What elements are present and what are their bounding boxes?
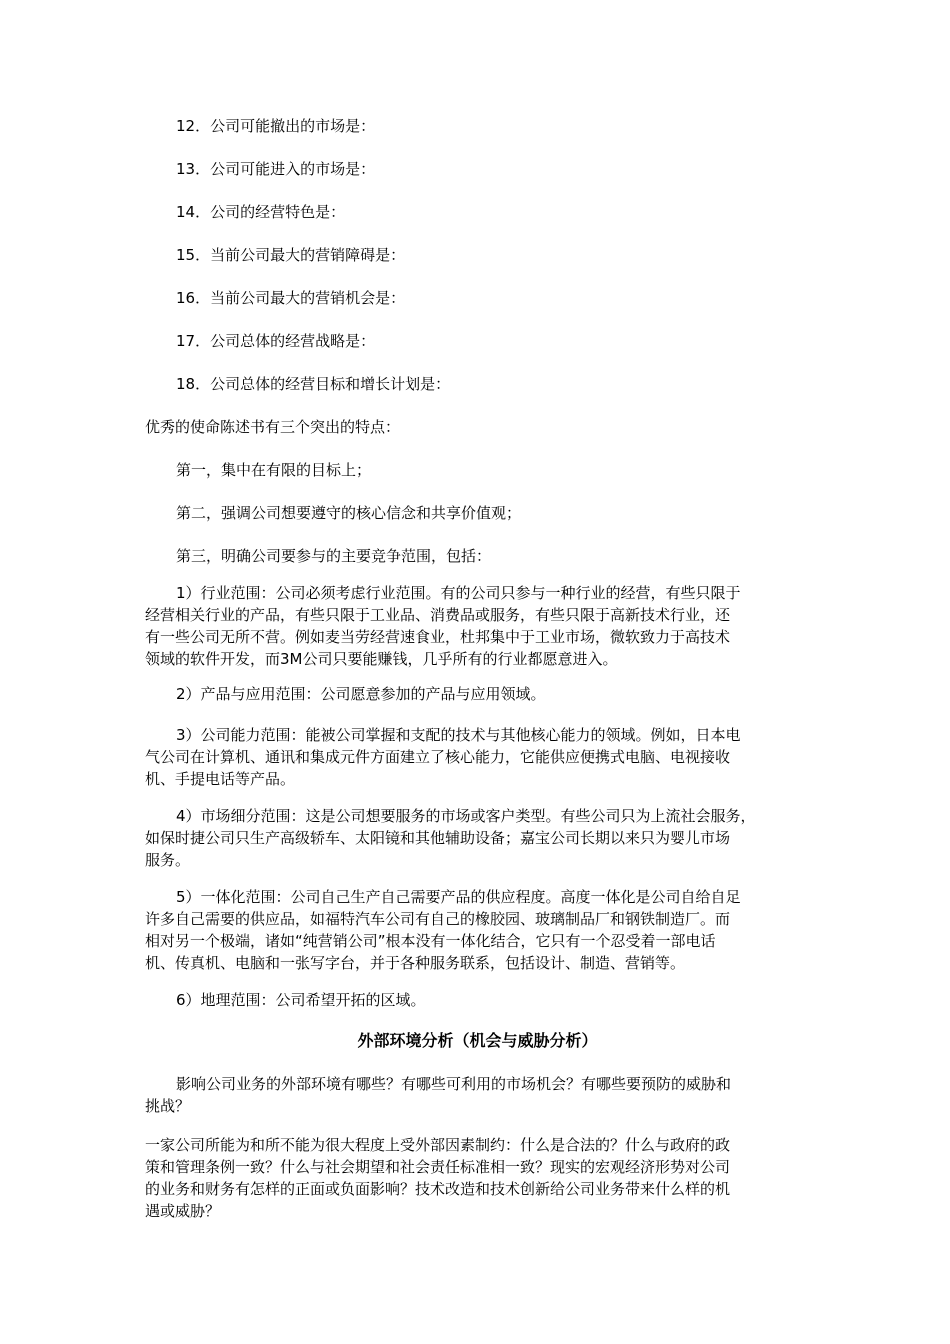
question-13: 13．公司可能进入的市场是： bbox=[176, 160, 376, 178]
scope-integration bbox=[145, 886, 810, 974]
mission-intro: 优秀的使命陈述书有三个突出的特点： bbox=[145, 418, 401, 436]
paragraph-line: 领域的软件开发，而3M公司只要能赚钱，几乎所有的行业都愿意进入。 bbox=[145, 650, 618, 668]
scope-capability bbox=[145, 724, 810, 790]
feature-first: 第一，集中在有限的目标上； bbox=[176, 461, 372, 479]
paragraph-line: 1）行业范围：公司必须考虑行业范围。有的公司只参与一种行业的经营，有些只限于 bbox=[176, 584, 741, 602]
paragraph-line: 有一些公司无所不营。例如麦当劳经营速食业，杜邦集中于工业市场，微软致力于高技术 bbox=[145, 628, 731, 646]
question-17: 17．公司总体的经营战略是： bbox=[176, 332, 376, 350]
scope-industry bbox=[145, 582, 810, 670]
paragraph-line: 影响公司业务的外部环境有哪些？有哪些可利用的市场机会？有哪些要预防的威胁和 bbox=[176, 1075, 732, 1093]
question-12: 12．公司可能撤出的市场是： bbox=[176, 117, 376, 135]
paragraph-line: 机、传真机、电脑和一张写字台，并于各种服务联系，包括设计、制造、营销等。 bbox=[145, 954, 686, 972]
paragraph-line: 经营相关行业的产品，有些只限于工业品、消费品或服务，有些只限于高新技术行业，还 bbox=[145, 606, 731, 624]
question-16: 16．当前公司最大的营销机会是： bbox=[176, 289, 406, 307]
scope-product bbox=[145, 683, 810, 705]
env-paragraph bbox=[145, 1134, 810, 1222]
scope-geography bbox=[145, 989, 810, 1011]
feature-third: 第三，明确公司要参与的主要竞争范围，包括： bbox=[176, 547, 492, 565]
paragraph-line: 挑战？ bbox=[145, 1097, 191, 1115]
env-question bbox=[145, 1073, 810, 1117]
paragraph-line: 服务。 bbox=[145, 851, 191, 869]
feature-second: 第二，强调公司想要遵守的核心信念和共享价值观； bbox=[176, 504, 522, 522]
paragraph-line: 策和管理条例一致？什么与社会期望和社会责任标准相一致？现实的宏观经济形势对公司 bbox=[145, 1158, 731, 1176]
question-18: 18．公司总体的经营目标和增长计划是： bbox=[176, 375, 451, 393]
paragraph-line: 的业务和财务有怎样的正面或负面影响？技术改造和技术创新给公司业务带来什么样的机 bbox=[145, 1180, 731, 1198]
paragraph-line: 3）公司能力范围：能被公司掌握和支配的技术与其他核心能力的领域。例如，日本电 bbox=[176, 726, 741, 744]
paragraph-line: 许多自己需要的供应品，如福特汽车公司有自己的橡胶园、玻璃制品厂和钢铁制造厂。而 bbox=[145, 910, 731, 928]
paragraph-line: 遇或威胁？ bbox=[145, 1202, 221, 1220]
paragraph-line: 一家公司所能为和所不能为很大程度上受外部因素制约：什么是合法的？什么与政府的政 bbox=[145, 1136, 731, 1154]
paragraph-line: 6）地理范围：公司希望开拓的区域。 bbox=[176, 991, 426, 1009]
question-15: 15．当前公司最大的营销障碍是： bbox=[176, 246, 406, 264]
section-heading: 外部环境分析（机会与威胁分析） bbox=[357, 1031, 598, 1050]
paragraph-line: 4）市场细分范围：这是公司想要服务的市场或客户类型。有些公司只为上流社会服务， bbox=[176, 807, 756, 825]
paragraph-line: 气公司在计算机、通讯和集成元件方面建立了核心能力，它能供应便携式电脑、电视接收 bbox=[145, 748, 731, 766]
paragraph-line: 机、手提电话等产品。 bbox=[145, 770, 296, 788]
question-14: 14．公司的经营特色是： bbox=[176, 203, 346, 221]
paragraph-line: 如保时捷公司只生产高级轿车、太阳镜和其他辅助设备；嘉宝公司长期以来只为婴儿市场 bbox=[145, 829, 731, 847]
paragraph-line: 5）一体化范围：公司自己生产自己需要产品的供应程度。高度一体化是公司自给自足 bbox=[176, 888, 741, 906]
scope-market-segment bbox=[145, 805, 810, 871]
paragraph-line: 相对另一个极端，诸如“纯营销公司”根本没有一体化结合，它只有一个忍受着一部电话 bbox=[145, 932, 716, 950]
paragraph-line: 2）产品与应用范围：公司愿意参加的产品与应用领域。 bbox=[176, 685, 546, 703]
